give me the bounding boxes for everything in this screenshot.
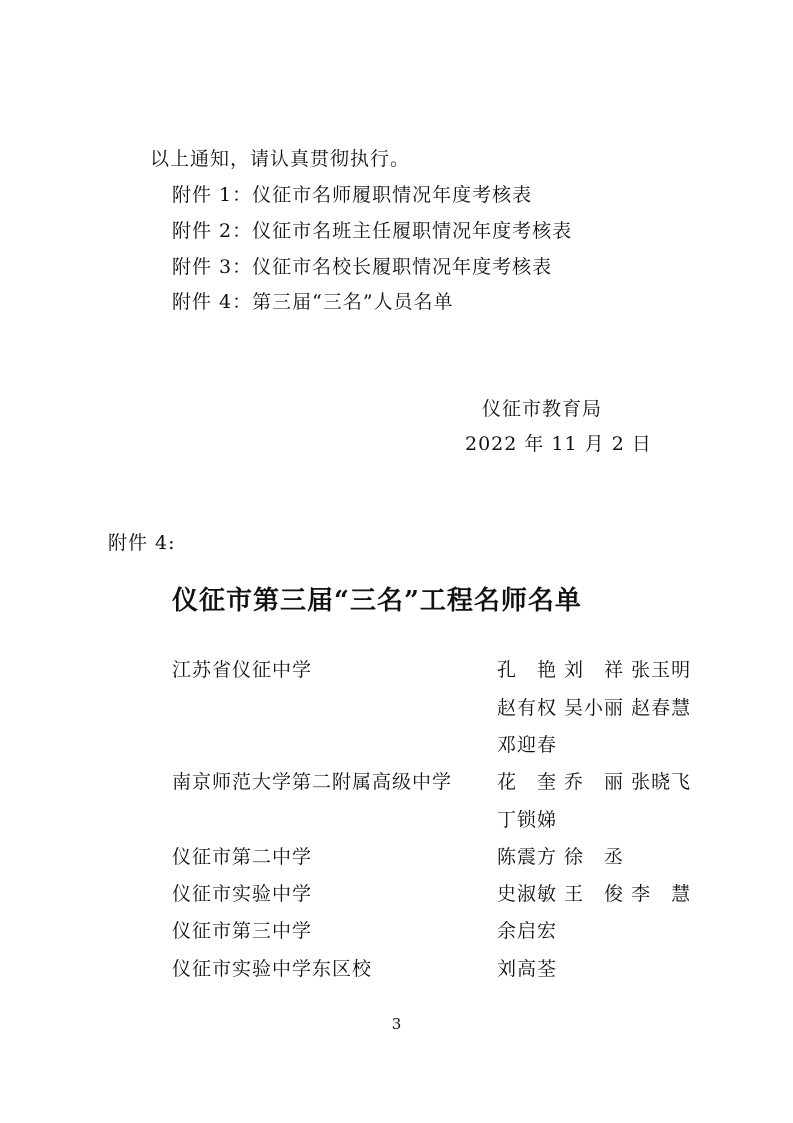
school-name: 仪征市第二中学 — [172, 846, 313, 868]
teacher-names: 陈震方 徐 丞 — [497, 846, 625, 868]
teacher-names: 赵有权 吴小丽 赵春慧 — [497, 697, 692, 719]
notice-closing: 以上通知，请认真贯彻执行。 — [150, 148, 411, 170]
page-number: 3 — [391, 1015, 402, 1033]
appendix-label: 附件 4: — [108, 532, 176, 554]
teacher-names: 孔 艳 刘 祥 张玉明 — [497, 659, 692, 681]
teacher-names: 花 奎 乔 丽 张晓飞 — [497, 771, 692, 793]
school-name: 南京师范大学第二附属高级中学 — [172, 771, 453, 793]
attachment-2: 附件 2：仪征市名班主任履职情况年度考核表 — [172, 220, 573, 242]
attachment-3: 附件 3：仪征市名校长履职情况年度考核表 — [172, 256, 553, 278]
issuer: 仪征市教育局 — [482, 398, 603, 420]
school-name: 江苏省仪征中学 — [172, 659, 313, 681]
teacher-names: 丁锁娣 — [497, 809, 558, 831]
school-name: 仪征市第三中学 — [172, 920, 313, 942]
attachment-1: 附件 1：仪征市名师履职情况年度考核表 — [172, 184, 533, 206]
issue-date: 2022 年 11 月 2 日 — [465, 433, 652, 455]
teacher-names: 刘高荃 — [497, 958, 558, 980]
school-name: 仪征市实验中学东区校 — [172, 958, 373, 980]
school-name: 仪征市实验中学 — [172, 883, 313, 905]
teacher-names: 史淑敏 王 俊 李 慧 — [497, 883, 692, 905]
list-title: 仪征市第三届“三名”工程名师名单 — [172, 586, 582, 616]
teacher-names: 余启宏 — [497, 920, 558, 942]
teacher-names: 邓迎春 — [497, 734, 558, 756]
attachment-4: 附件 4：第三届“三名”人员名单 — [172, 291, 454, 313]
